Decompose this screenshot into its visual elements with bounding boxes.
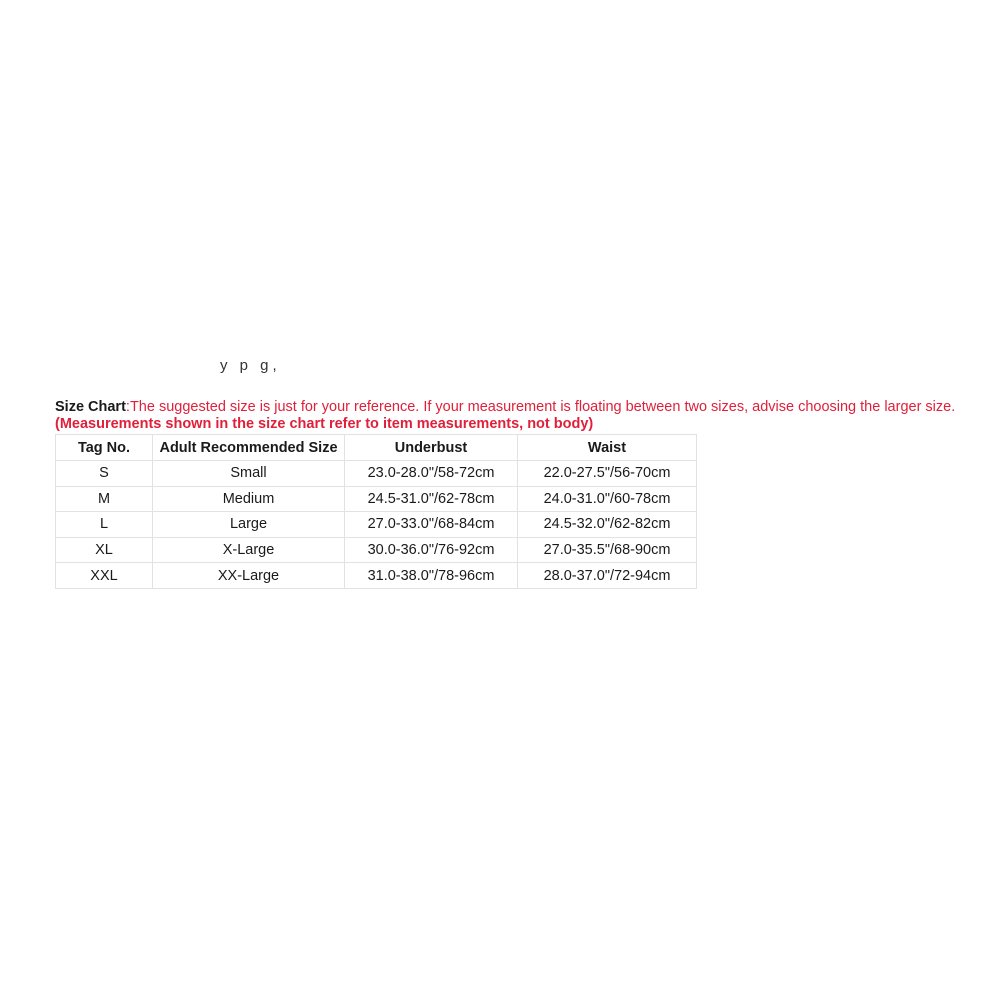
cell-tag-no: XXL <box>56 563 153 589</box>
size-chart-table <box>55 434 697 589</box>
cell-underbust: 24.5-31.0"/62-78cm <box>345 486 518 512</box>
cell-waist: 24.0-31.0"/60-78cm <box>518 486 697 512</box>
cell-underbust: 31.0-38.0"/78-96cm <box>345 563 518 589</box>
size-chart-note: :The suggested size is just for your reference. If your measurement is floating between two sizes, advise choosing the larger size. <box>125 399 956 415</box>
cell-adult-size: Large <box>153 512 345 538</box>
size-chart-label: Size Chart <box>55 399 126 415</box>
header-waist: Waist <box>518 435 697 461</box>
cell-waist: 22.0-27.5"/56-70cm <box>518 461 697 487</box>
cell-underbust: 27.0-33.0"/68-84cm <box>345 512 518 538</box>
header-adult-size: Adult Recommended Size <box>153 435 345 461</box>
cell-tag-no: L <box>56 512 153 538</box>
cell-waist: 27.0-35.5"/68-90cm <box>518 537 697 563</box>
size-chart-warning: (Measurements shown in the size chart refer to item measurements, not body) <box>55 416 594 432</box>
cell-waist: 28.0-37.0"/72-94cm <box>518 563 697 589</box>
cell-underbust: 23.0-28.0"/58-72cm <box>345 461 518 487</box>
cell-underbust: 30.0-36.0"/76-92cm <box>345 537 518 563</box>
cell-tag-no: S <box>56 461 153 487</box>
table-header-row <box>56 435 697 461</box>
cell-adult-size: Small <box>153 461 345 487</box>
cell-waist: 24.5-32.0"/62-82cm <box>518 512 697 538</box>
cell-adult-size: X-Large <box>153 537 345 563</box>
cell-tag-no: XL <box>56 537 153 563</box>
header-tag-no: Tag No. <box>56 435 153 461</box>
cell-adult-size: XX-Large <box>153 563 345 589</box>
cutoff-text: y p g, <box>220 357 281 374</box>
table-row <box>56 563 697 589</box>
header-underbust: Underbust <box>345 435 518 461</box>
table-row <box>56 512 697 538</box>
table-row <box>56 537 697 563</box>
cutoff-text-line <box>220 357 380 382</box>
cell-tag-no: M <box>56 486 153 512</box>
cell-adult-size: Medium <box>153 486 345 512</box>
table-row <box>56 461 697 487</box>
size-chart-intro <box>55 399 965 433</box>
table-row <box>56 486 697 512</box>
